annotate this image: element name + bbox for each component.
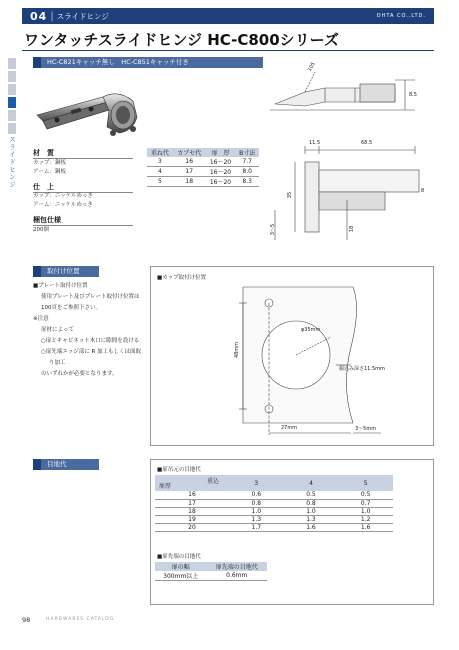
table-row: 19 1.3 1.3 1.2 xyxy=(155,515,393,523)
overlap-table-door-edge xyxy=(155,562,267,581)
cup-diagram-svg xyxy=(151,267,435,447)
page-number: 98 xyxy=(22,616,31,624)
side-nav-tab[interactable] xyxy=(8,58,16,69)
dim-label-diameter: φ35mm xyxy=(301,327,321,333)
side-nav-tab[interactable] xyxy=(8,123,16,134)
dim-label-width: 27mm xyxy=(281,425,298,431)
page-title: ワンタッチスライドヒンジ HC-C800シリーズ xyxy=(24,31,339,49)
dim-label-gap: 3～5mm xyxy=(355,426,377,432)
dim-label: 8 xyxy=(421,188,425,194)
finish-title: 仕 上 xyxy=(33,182,54,191)
table-row: 300mm以上 0.6mm xyxy=(155,571,267,581)
table-header: B寸法 xyxy=(235,148,259,157)
product-heading-text: HC-C821キャッチ無し HC-C851キャッチ付き xyxy=(41,57,263,68)
dim-label: 35 xyxy=(287,191,294,199)
note-line: 100頁をご参照下さい。 xyxy=(41,305,101,311)
table-row: 16 0.6 0.5 0.5 xyxy=(155,491,393,499)
table-row: 4 17 16～20 8.0 xyxy=(147,167,259,177)
mount-notes xyxy=(33,281,148,380)
mount-heading-text: 取付け位置 xyxy=(41,266,99,277)
dim-label-height: 48mm xyxy=(234,341,241,359)
side-nav-tab[interactable] xyxy=(8,110,16,121)
table-header: 5 xyxy=(338,475,393,491)
table-header: 重ね代 xyxy=(147,148,173,157)
table2-title: ■扉先端の目地代 xyxy=(157,554,201,560)
diagram-title: ■カップ取付け位置 xyxy=(157,275,207,281)
table-row: 3 16 16～20 7.7 xyxy=(147,157,259,167)
mount-heading xyxy=(33,266,99,277)
note-line: 使用プレート及びプレート取付け位置は xyxy=(41,294,140,300)
table-header: カブセ代 xyxy=(173,148,206,157)
table-header: 4 xyxy=(284,475,339,491)
dim-label: 105 xyxy=(306,61,317,73)
note-line: り加工 xyxy=(49,360,66,366)
table-header: 扉の幅 xyxy=(155,562,206,571)
table-row: 5 18 16～20 8.3 xyxy=(147,177,259,187)
table1-title: ■扉吊元の目地代 xyxy=(157,467,201,473)
catalog-name: HARDWARES CATALOG xyxy=(46,617,115,622)
section-separator: | xyxy=(50,10,54,22)
table-row: 17 0.8 0.8 0.7 xyxy=(155,499,393,507)
dimension-table xyxy=(147,148,259,187)
hinge-photo-illustration xyxy=(33,75,143,145)
material-line: アーム：鋼板 xyxy=(33,168,66,175)
side-section-label: スライドヒンジ xyxy=(8,136,16,189)
hinge-product-photo xyxy=(33,75,143,145)
dim-label: 8.5 xyxy=(409,92,417,98)
note-line: のいずれかが必要となります。 xyxy=(41,371,118,377)
dim-label: 18 xyxy=(349,225,356,233)
note-line: 扉材によって xyxy=(41,327,75,333)
company-name: OHTA CO.,LTD. xyxy=(376,13,426,19)
note-line: ○扉とキャビネット木口に隙間を設ける xyxy=(41,338,140,344)
table-corner: 重込 扉厚 xyxy=(155,475,229,491)
table-row: 18 1.0 1.0 1.0 xyxy=(155,507,393,515)
material-title: 材 質 xyxy=(33,149,54,157)
overlap-tables-box xyxy=(150,459,434,605)
dim-label: 3～5 xyxy=(270,223,277,236)
table-header: 扉先端の目地代 xyxy=(206,562,267,571)
table-header: 扉 厚 xyxy=(206,148,236,157)
product-heading xyxy=(33,57,263,68)
dim-label: 68.5 xyxy=(361,140,373,146)
note-line: ○扉先端エッジ部に R 加工もしくは面取 xyxy=(41,349,142,355)
side-nav-tab-active[interactable] xyxy=(8,97,16,108)
section-number: 04 xyxy=(30,9,48,23)
overlap-table-hinge xyxy=(155,475,393,532)
section-name: スライドヒンジ xyxy=(56,11,109,21)
side-view-drawing xyxy=(265,62,435,132)
dim-label-depth: 掘込み深さ11.5mm xyxy=(339,366,385,372)
cross-section-drawing xyxy=(265,140,435,245)
finish-line: アーム：ニッケルめっき xyxy=(33,202,93,209)
side-nav-tab[interactable] xyxy=(8,71,16,82)
section-header-bar xyxy=(22,8,434,24)
material-line: カップ：鋼板 xyxy=(33,159,66,166)
note-line: ■プレート取付け位置 xyxy=(33,283,88,289)
table-row: 20 1.7 1.6 1.6 xyxy=(155,523,393,531)
title-divider xyxy=(22,50,434,51)
spec-block xyxy=(33,148,133,235)
finish-line: カップ：ニッケルめっき xyxy=(33,193,93,200)
note-line: ※注意 xyxy=(33,316,49,322)
pack-title: 梱包仕様 xyxy=(33,216,61,225)
pack-value: 200個 xyxy=(33,226,49,233)
overlap-heading-text: 目地代 xyxy=(41,459,99,470)
dim-label: 11.5 xyxy=(309,140,321,146)
cup-position-diagram xyxy=(150,266,434,446)
side-nav-tab[interactable] xyxy=(8,84,16,95)
overlap-heading xyxy=(33,459,99,470)
table-header: 3 xyxy=(229,475,284,491)
